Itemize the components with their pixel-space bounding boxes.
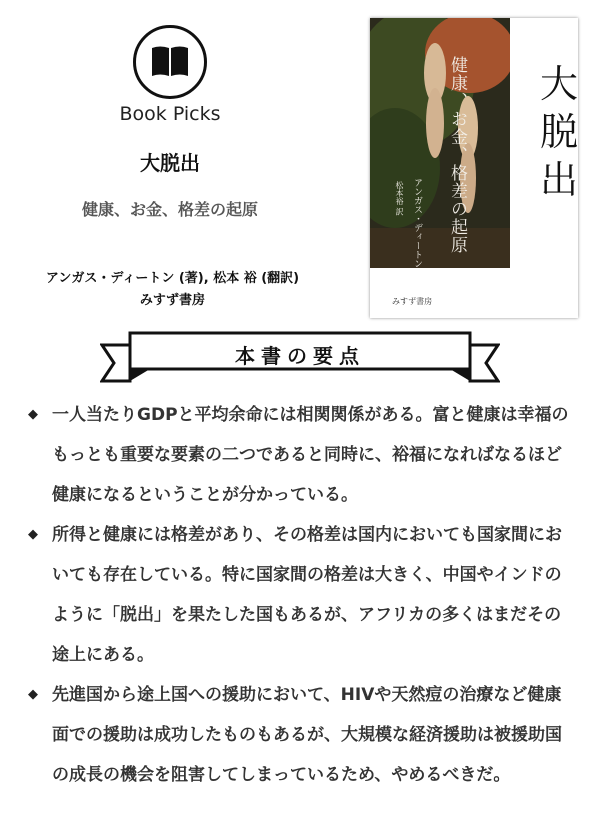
- diamond-bullet-icon: ◆: [28, 687, 38, 702]
- summary-point: [28, 395, 573, 515]
- cover-translator: 松本裕 訳: [395, 181, 404, 216]
- cover-subtitle: 健康、お金、格差の起原: [447, 56, 467, 254]
- book-authors: アンガス・ディートン (著), 松本 裕 (翻訳): [45, 271, 300, 286]
- summary-point-text: 先進国から途上国への援助において、HIVや天然痘の治療など健康面での援助は成功したものもあるが、大規模な経済援助は被援助国の成長の機会を阻害してしまっているため、やめるべきだ。: [52, 685, 562, 785]
- book-cover: [370, 18, 578, 318]
- summary-point-text: 一人当たりGDPと平均余命には相関関係がある。富と健康は幸福のもっとも重要な要素の二つであると同時に、裕福になればなるほど健康になるということが分かっている。: [52, 405, 569, 505]
- book-icon: [150, 44, 190, 78]
- book-title: 大脱出: [140, 151, 200, 175]
- cover-publisher: みすず書房: [392, 297, 433, 306]
- summary-point-text: 所得と健康には格差があり、その格差は国内においても国家間においても存在している。特に国家間の格差は大きく、中国やインドのように「脱出」を果たした国もあるが、アフリカの多くはまだその途上にある。: [52, 525, 562, 665]
- summary-points: [28, 395, 573, 795]
- book-publisher: みすず書房: [139, 293, 206, 308]
- book-credits: [20, 268, 325, 312]
- diamond-bullet-icon: ◆: [28, 407, 38, 422]
- summary-heading: 本書の要点: [235, 344, 365, 368]
- book-subtitle: 健康、お金、格差の起原: [81, 200, 258, 219]
- diamond-bullet-icon: ◆: [28, 527, 38, 542]
- cover-title: 大脱出: [540, 62, 578, 202]
- book-icon-badge: [133, 25, 207, 99]
- brand-label: Book Picks: [119, 103, 221, 125]
- summary-point: [28, 675, 573, 795]
- cover-author: アンガス・ディートン: [412, 178, 422, 268]
- cover-painting: [370, 18, 510, 268]
- summary-point: [28, 515, 573, 675]
